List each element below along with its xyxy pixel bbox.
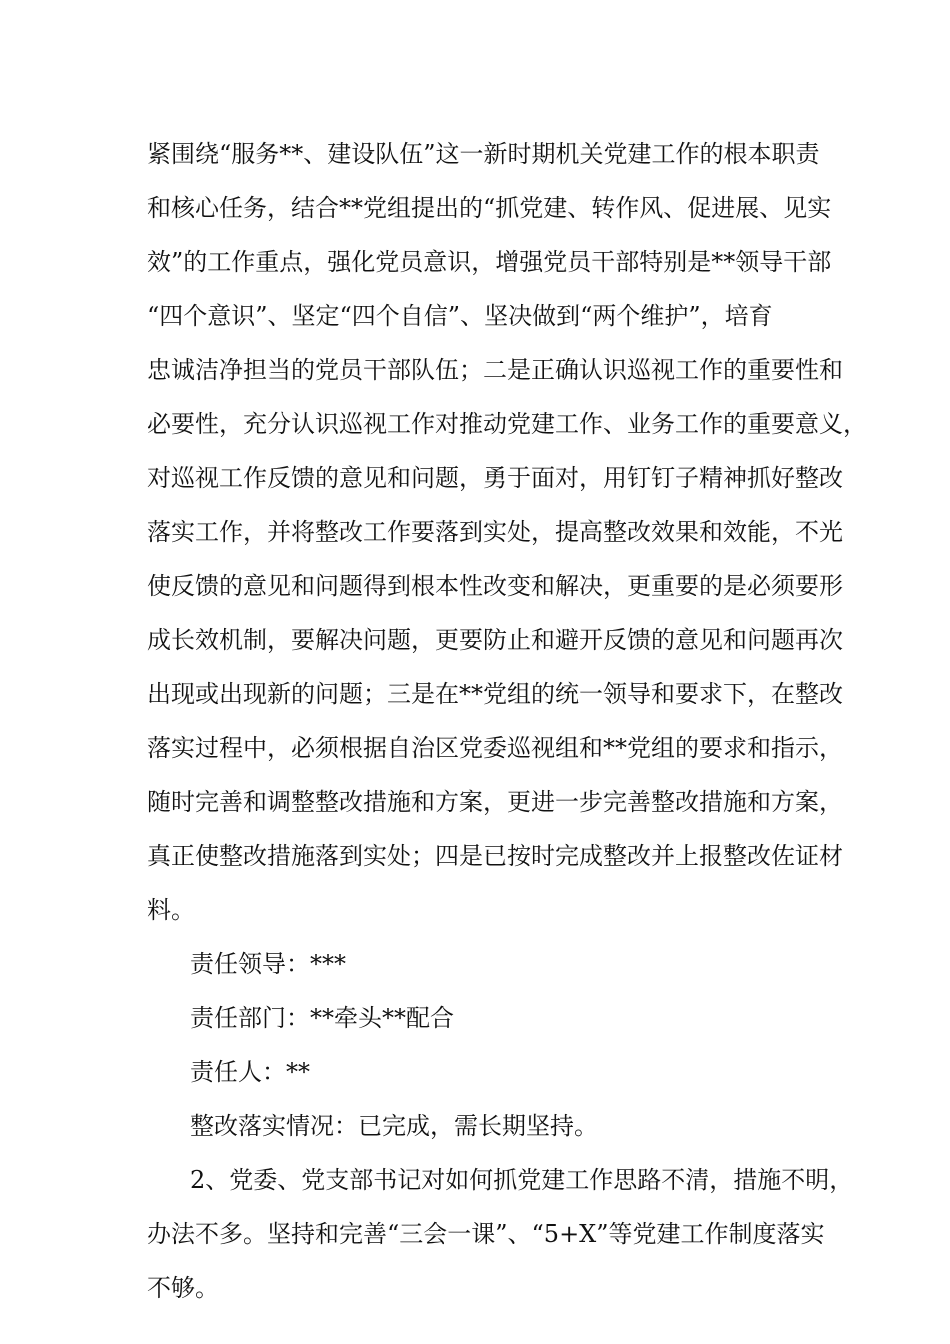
paragraph-1-line-3: 效”的工作重点，强化党员意识，增强党员干部特别是**领导干部 — [147, 248, 832, 276]
paragraph-1-line-2: 和核心任务，结合**党组提出的“抓党建、转作风、促进展、见实 — [147, 194, 832, 222]
responsible-department: 责任部门：**牵头**配合 — [190, 1004, 454, 1032]
paragraph-1-line-5: 忠诚洁净担当的党员干部队伍；二是正确认识巡视工作的重要性和 — [147, 356, 843, 384]
paragraph-2-line-1: 2、党委、党支部书记对如何抓党建工作思路不清，措施不明， — [190, 1166, 854, 1194]
paragraph-1-line-7: 对巡视工作反馈的意见和问题，勇于面对，用钉钉子精神抓好整改 — [147, 464, 843, 492]
paragraph-1-line-6: 必要性，充分认识巡视工作对推动党建工作、业务工作的重要意义， — [147, 410, 867, 438]
paragraph-1-line-14: 真正使整改措施落到实处；四是已按时完成整改并上报整改佐证材 — [147, 842, 843, 870]
paragraph-1-line-12: 落实过程中，必须根据自治区党委巡视组和**党组的要求和指示， — [147, 734, 843, 762]
paragraph-1-line-15: 料。 — [147, 896, 195, 924]
rectification-status: 整改落实情况：已完成，需长期坚持。 — [190, 1112, 598, 1140]
paragraph-2-line-3: 不够。 — [147, 1274, 219, 1302]
paragraph-1-line-4: “四个意识”、坚定“四个自信”、坚决做到“两个维护”，培育 — [147, 302, 773, 330]
paragraph-1-line-13: 随时完善和调整整改措施和方案，更进一步完善整改措施和方案， — [147, 788, 843, 816]
responsible-person: 责任人：** — [190, 1058, 310, 1086]
paragraph-1-line-8: 落实工作，并将整改工作要落到实处，提高整改效果和效能，不光 — [147, 518, 843, 546]
responsible-leader: 责任领导：*** — [190, 950, 346, 978]
paragraph-2-line-2: 办法不多。坚持和完善“三会一课”、“5+X”等党建工作制度落实 — [147, 1220, 825, 1248]
paragraph-1-line-10: 成长效机制，要解决问题，更要防止和避开反馈的意见和问题再次 — [147, 626, 843, 654]
paragraph-1-line-9: 使反馈的意见和问题得到根本性改变和解决，更重要的是必须要形 — [147, 572, 843, 600]
paragraph-1-line-11: 出现或出现新的问题；三是在**党组的统一领导和要求下，在整改 — [147, 680, 843, 708]
document-body — [147, 127, 867, 1315]
paragraph-1-line-1: 紧围绕“服务**、建设队伍”这一新时期机关党建工作的根本职责 — [147, 140, 820, 168]
